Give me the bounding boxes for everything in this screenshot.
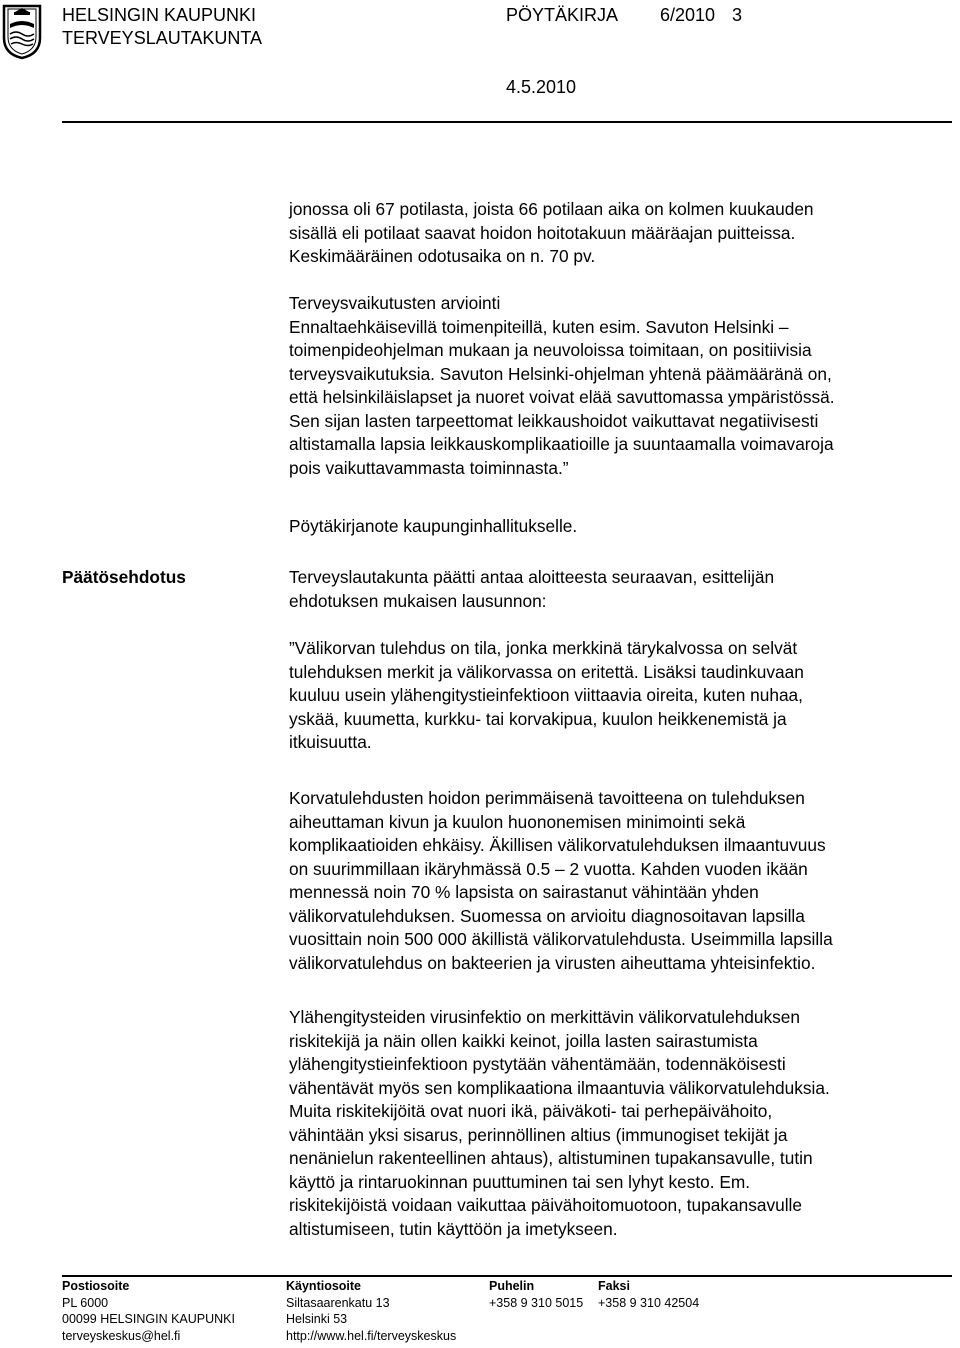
page-footer xyxy=(0,1266,960,1348)
statement-line: kuuluu usein ylähengitystieinfektioon viittaavia oireita, kuten nuhaa, xyxy=(289,685,803,705)
statement-line: tulehduksen merkit ja välikorvassa on eritettä. Lisäksi taudinkuvaan xyxy=(289,661,804,682)
footer-phone-heading: Puhelin xyxy=(489,1279,535,1293)
statement-line: Ylähengitysteiden virusinfektio on merkittävin välikorvatulehduksen xyxy=(289,1007,801,1027)
statement-paragraph-1 xyxy=(289,637,929,755)
section-line: toimenpideohjelman mukaan ja neuvoloissa toimitaan, on positiivisia xyxy=(289,340,812,360)
document-number: 6/2010 xyxy=(660,5,716,25)
footer-visiting-heading: Käyntiosoite xyxy=(286,1279,362,1293)
section-line: pois vaikuttavammasta toiminnasta.” xyxy=(289,457,569,478)
intro-paragraph xyxy=(289,198,929,269)
statement-line: ”Välikorvan tulehdus on tila, jonka merkkinä tärykalvossa on selvät xyxy=(289,638,798,658)
statement-line: ylähengitystieinfektioon pystytään vähentämään, todennäköisesti xyxy=(289,1054,786,1074)
document-type-row xyxy=(506,4,742,27)
extract-note: Pöytäkirjanote kaupunginhallitukselle. xyxy=(289,516,578,536)
statement-line: vähintään yksi sisarus, perinnöllinen altius (immunogiset tekijät ja xyxy=(289,1124,788,1145)
statement-line: riskitekijöistä voidaan vaikuttaa päivähoitomuotoon, tupakansavulle xyxy=(289,1195,802,1215)
document-type: PÖYTÄKIRJA xyxy=(506,5,619,25)
section-line: että helsinkiläislapset ja nuoret voivat elää savuttomassa ympäristössä. xyxy=(289,387,835,407)
footer-visiting-line: Helsinki 53 xyxy=(286,1312,348,1326)
footer-phone xyxy=(489,1278,583,1311)
statement-line: itkuisuutta. xyxy=(289,732,372,752)
document-date: 4.5.2010 xyxy=(506,77,577,97)
intro-line: jonossa oli 67 potilasta, joista 66 potilaan aika on kolmen kuukauden xyxy=(289,199,814,219)
statement-line: nenänielun rakenteellinen ahtaus), altistuminen tupakansavulle, tutin xyxy=(289,1148,813,1168)
statement-line: komplikaatioiden ehkäisy. Äkillisen välikorvatulehduksen ilmaantuvuus xyxy=(289,835,826,855)
statement-line: vähentävät myös sen komplikaationa ilmaantuvia välikorvatulehduksia. xyxy=(289,1077,830,1098)
statement-line: välikorvatulehdus on bakteerien ja virusten aiheuttama yhteisinfektio. xyxy=(289,952,816,973)
footer-visiting-address xyxy=(286,1278,456,1344)
statement-line: mennessä noin 70 % lapsista on sairastanut vähintään yhden xyxy=(289,882,759,902)
statement-paragraph-2 xyxy=(289,787,929,975)
footer-email[interactable]: terveyskeskus@hel.fi xyxy=(62,1328,181,1343)
statement-line: käyttö ja rintaruokinnan puuttuminen tai sen lyhyt kesto. Em. xyxy=(289,1171,751,1192)
decision-line: Terveyslautakunta päätti antaa aloitteesta seuraavan, esittelijän xyxy=(289,567,775,587)
footer-fax-number: +358 9 310 42504 xyxy=(598,1295,700,1310)
footer-phone-number: +358 9 310 5015 xyxy=(489,1295,584,1310)
section-line: altistamalla lapsia leikkauskomplikaatioille ja suuntaamalla voimavaroja xyxy=(289,434,834,454)
section-line: Sen sijan lasten tarpeettomat leikkaushoidot vaikuttavat negatiivisesti xyxy=(289,410,819,431)
statement-line: vuosittain noin 500 000 äkillistä välikorvatulehdusta. Useimmilla lapsilla xyxy=(289,929,833,949)
statement-line: Muita riskitekijöitä ovat nuori ikä, päiväkoti- tai perhepäivähoito, xyxy=(289,1101,773,1121)
section-line: terveysvaikutuksia. Savuton Helsinki-ohjelman yhtenä päämääränä on, xyxy=(289,363,832,384)
decision-label: Päätösehdotus xyxy=(62,567,186,587)
decision-line: ehdotuksen mukaisen lausunnon: xyxy=(289,590,547,611)
statement-line: altistumiseen, tutin käyttöön ja imetykseen. xyxy=(289,1218,618,1239)
footer-fax xyxy=(598,1278,699,1311)
footer-postal-line: 00099 HELSINGIN KAUPUNKI xyxy=(62,1312,235,1326)
intro-line: Keskimääräinen odotusaika on n. 70 pv. xyxy=(289,246,596,266)
footer-divider xyxy=(62,1275,952,1277)
footer-visiting-line: Siltasaarenkatu 13 xyxy=(286,1295,390,1310)
organization-line-2: TERVEYSLAUTAKUNTA xyxy=(62,28,263,48)
page-number: 3 xyxy=(732,5,743,25)
statement-paragraph-3 xyxy=(289,1006,929,1241)
header-divider xyxy=(62,121,952,123)
footer-fax-heading: Faksi xyxy=(598,1279,630,1293)
footer-website-link[interactable]: http://www.hel.fi/terveyskeskus xyxy=(286,1328,457,1343)
section-line: Ennaltaehkäisevillä toimenpiteillä, kuten esim. Savuton Helsinki – xyxy=(289,316,789,337)
helsinki-crest-icon xyxy=(2,2,42,60)
statement-line: Korvatulehdusten hoidon perimmäisenä tavoitteena on tulehduksen xyxy=(289,788,805,808)
organization-name xyxy=(62,4,262,50)
organization-line-1: HELSINGIN KAUPUNKI xyxy=(62,5,257,25)
statement-line: aiheuttaman kivun ja kuulon huononemisen minimointi sekä xyxy=(289,811,746,832)
statement-line: yskää, kuumetta, kurkku- tai korvakipua, kuulon heikkenemistä ja xyxy=(289,708,787,729)
page-header xyxy=(0,0,960,130)
footer-postal-line: PL 6000 xyxy=(62,1295,109,1310)
statement-line: välikorvatulehduksen. Suomessa on arvioitu diagnosoitavan lapsilla xyxy=(289,905,805,926)
impact-section xyxy=(289,292,929,480)
statement-line: riskitekijä ja näin ollen kaikki keinot, joilla lasten sairastumista xyxy=(289,1030,758,1051)
intro-line: sisällä eli potilaat saavat hoidon hoitotakuun määräajan puitteissa. xyxy=(289,222,796,243)
section-heading: Terveysvaikutusten arviointi xyxy=(289,293,501,313)
statement-line: on suurimmillaan ikäryhmässä 0.5 – 2 vuotta. Kahden vuoden ikään xyxy=(289,858,808,879)
footer-postal-heading: Postiosoite xyxy=(62,1279,130,1293)
footer-postal-address xyxy=(62,1278,235,1344)
decision-paragraph xyxy=(289,566,929,613)
